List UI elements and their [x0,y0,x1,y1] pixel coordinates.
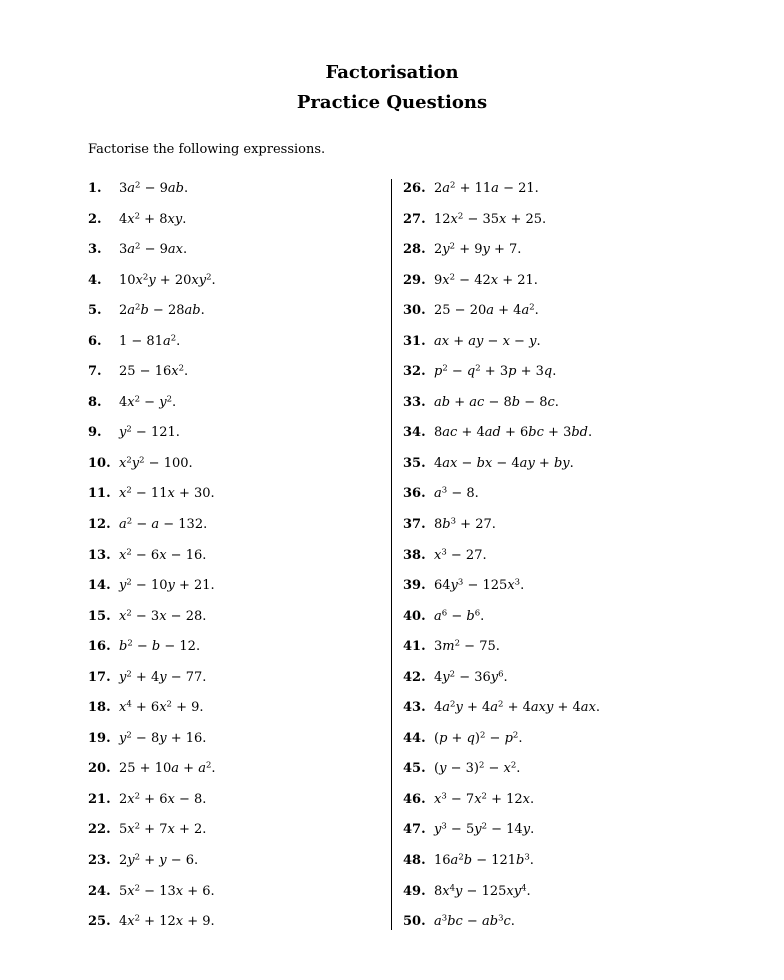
question-expression: $a^6 - b^6$. [434,608,485,624]
question-number: 24. [88,883,111,899]
question-number: 32. [403,364,426,380]
question-number: 29. [403,272,426,288]
question-number: 16. [88,639,111,655]
question-row [88,632,384,663]
question-number: 47. [403,822,426,838]
question-row [88,846,384,877]
question-row [88,510,384,541]
question-number: 7. [88,364,102,380]
question-expression: $x^2 - 3x - 28$. [119,608,207,624]
question-expression: $x^4 + 6x^2 + 9$. [119,699,204,716]
question-number: 26. [403,181,426,196]
question-number: 10. [88,455,111,471]
question-expression: $9x^2 - 42x + 21$. [434,272,538,288]
question-expression: $x^2 - 6x - 16$. [119,547,207,563]
question-row [403,327,733,358]
question-row [88,266,384,297]
question-row [88,418,384,449]
question-expression: $4x^2 - y^2$. [119,394,177,410]
questions-column-left [88,174,384,938]
question-row [88,754,384,785]
question-number: 18. [88,700,111,716]
question-number: 50. [403,914,426,930]
question-number: 21. [88,791,111,807]
question-expression: 4ax − bx − 4ay + by. [434,455,574,471]
question-row [403,174,733,205]
question-row [403,693,733,724]
question-number: 42. [403,669,426,685]
question-expression: 8ac + 4ad + 6bc + 3bd. [434,425,593,441]
question-number: 40. [403,608,426,624]
question-number: 46. [403,791,426,807]
question-row [403,663,733,694]
question-row [403,571,733,602]
question-number: 17. [88,669,111,685]
question-number: 35. [403,455,426,471]
question-expression: $2x^2 + 6x - 8$. [119,791,207,807]
question-row [88,541,384,572]
question-row [88,693,384,724]
question-expression: $3m^2 - 75$. [434,638,500,655]
question-row [88,205,384,236]
column-divider [391,179,392,930]
question-row [403,907,733,938]
question-row [403,418,733,449]
question-number: 30. [403,303,426,319]
question-row [403,846,733,877]
question-expression: $3a^2 - 9ax$. [119,241,188,258]
question-row [88,357,384,388]
question-expression: $p^2 - q^2 + 3p + 3q$. [434,363,557,380]
question-row [88,449,384,480]
question-expression: ab + ac − 8b − 8c. [434,394,559,410]
question-expression: $8b^3 + 27$. [434,516,496,533]
question-expression: $y^2 - 121$. [119,424,180,441]
question-expression: $3a^2 - 9ab$. [119,180,189,196]
question-number: 34. [403,425,426,441]
question-row [403,510,733,541]
question-row [88,174,384,205]
question-number: 41. [403,639,426,655]
question-expression: $5x^2 - 13x + 6$. [119,883,215,899]
question-row [88,785,384,816]
question-number: 31. [403,333,426,349]
question-row [88,235,384,266]
question-number: 37. [403,517,426,533]
question-expression: $5x^2 + 7x + 2$. [119,821,207,838]
question-number: 44. [403,730,426,746]
question-expression: $a^3 - 8$. [434,485,479,502]
question-expression: ax + ay − x − y. [434,333,541,349]
question-expression: $4y^2 - 36y^6$. [434,669,508,685]
question-row [403,877,733,908]
question-row [88,571,384,602]
question-number: 11. [88,486,111,502]
question-number: 19. [88,730,111,746]
question-expression: $10x^2y + 20xy^2$. [119,272,216,288]
question-row [403,754,733,785]
question-number: 13. [88,547,111,563]
question-expression: $4x^2 + 12x + 9$. [119,913,215,930]
question-expression: $16a^2b - 121b^3$. [434,852,534,869]
question-expression: $4x^2 + 8xy$. [119,211,187,227]
question-expression: $2a^2 + 11a - 21$. [434,180,539,196]
question-number: 8. [88,394,102,410]
question-row [403,449,733,480]
question-row [403,632,733,663]
question-row [403,296,733,327]
question-expression: $y^2 + 4y - 77$. [119,669,207,685]
question-number: 4. [88,272,102,288]
question-number: 9. [88,425,102,441]
question-number: 43. [403,700,426,716]
question-expression: $12x^2 - 35x + 25$. [434,211,547,227]
question-row [403,724,733,755]
question-row [403,235,733,266]
question-expression: $a^2 - a - 132$. [119,516,208,533]
question-expression: $1 - 81a^2$. [119,333,181,349]
question-number: 36. [403,486,426,502]
question-number: 22. [88,822,111,838]
question-number: 14. [88,578,111,594]
question-expression: $64y^3 - 125x^3$. [434,577,525,594]
question-number: 23. [88,853,111,869]
question-expression: $x^2 - 11x + 30$. [119,485,215,502]
question-row [88,327,384,358]
question-number: 33. [403,394,426,410]
question-expression: $25 + 10a + a^2$. [119,760,216,777]
question-number: 20. [88,761,111,777]
question-expression: $(p + q)^2 - p^2$. [434,730,523,746]
question-row [403,205,733,236]
question-number: 38. [403,547,426,563]
question-expression: $x^3 - 7x^2 + 12x$. [434,791,535,807]
question-expression: $y^3 - 5y^2 - 14y$. [434,821,535,838]
question-expression: $4a^2y + 4a^2 + 4axy + 4ax$. [434,699,601,716]
question-row [403,266,733,297]
question-number: 12. [88,517,111,533]
question-number: 39. [403,578,426,594]
question-row [88,724,384,755]
question-row [403,388,733,419]
question-number: 1. [88,181,102,196]
question-expression: $2a^2b - 28ab$. [119,302,205,319]
question-number: 3. [88,242,102,258]
question-expression: $a^3bc - ab^3c$. [434,913,515,930]
question-row [88,907,384,938]
question-row [88,663,384,694]
question-number: 48. [403,853,426,869]
question-number: 25. [88,914,111,930]
question-expression: $2y^2 + 9y + 7$. [434,241,522,258]
question-number: 15. [88,608,111,624]
question-row [403,815,733,846]
question-expression: $x^2y^2 - 100$. [119,455,193,471]
question-number: 6. [88,333,102,349]
question-number: 28. [403,242,426,258]
question-expression: $y^2 - 10y + 21$. [119,577,215,594]
question-row [88,388,384,419]
question-number: 49. [403,883,426,899]
question-row [403,357,733,388]
question-row [88,296,384,327]
intro-text: Factorise the following expressions. [88,142,326,157]
question-expression: $y^2 - 8y + 16$. [119,730,207,746]
page-subtitle: Practice Questions [296,92,488,113]
question-row [88,602,384,633]
questions-column-right [403,174,733,938]
question-row [403,541,733,572]
question-expression: $2y^2 + y - 6$. [119,852,199,869]
question-row [88,877,384,908]
question-number: 2. [88,211,102,227]
page-title: Factorisation [325,62,459,83]
question-expression: $25 - 16x^2$. [119,363,189,380]
question-expression: $(y - 3)^2 - x^2$. [434,760,521,777]
question-expression: $25 - 20a + 4a^2$. [434,302,539,319]
question-expression: $8x^4y - 125xy^4$. [434,883,531,899]
question-number: 27. [403,211,426,227]
question-expression: $b^2 - b - 12$. [119,638,201,655]
question-expression: $x^3 - 27$. [434,547,487,563]
question-row [403,785,733,816]
question-number: 5. [88,303,102,319]
question-row [403,479,733,510]
question-row [88,479,384,510]
question-row [88,815,384,846]
question-number: 45. [403,761,426,777]
question-row [403,602,733,633]
